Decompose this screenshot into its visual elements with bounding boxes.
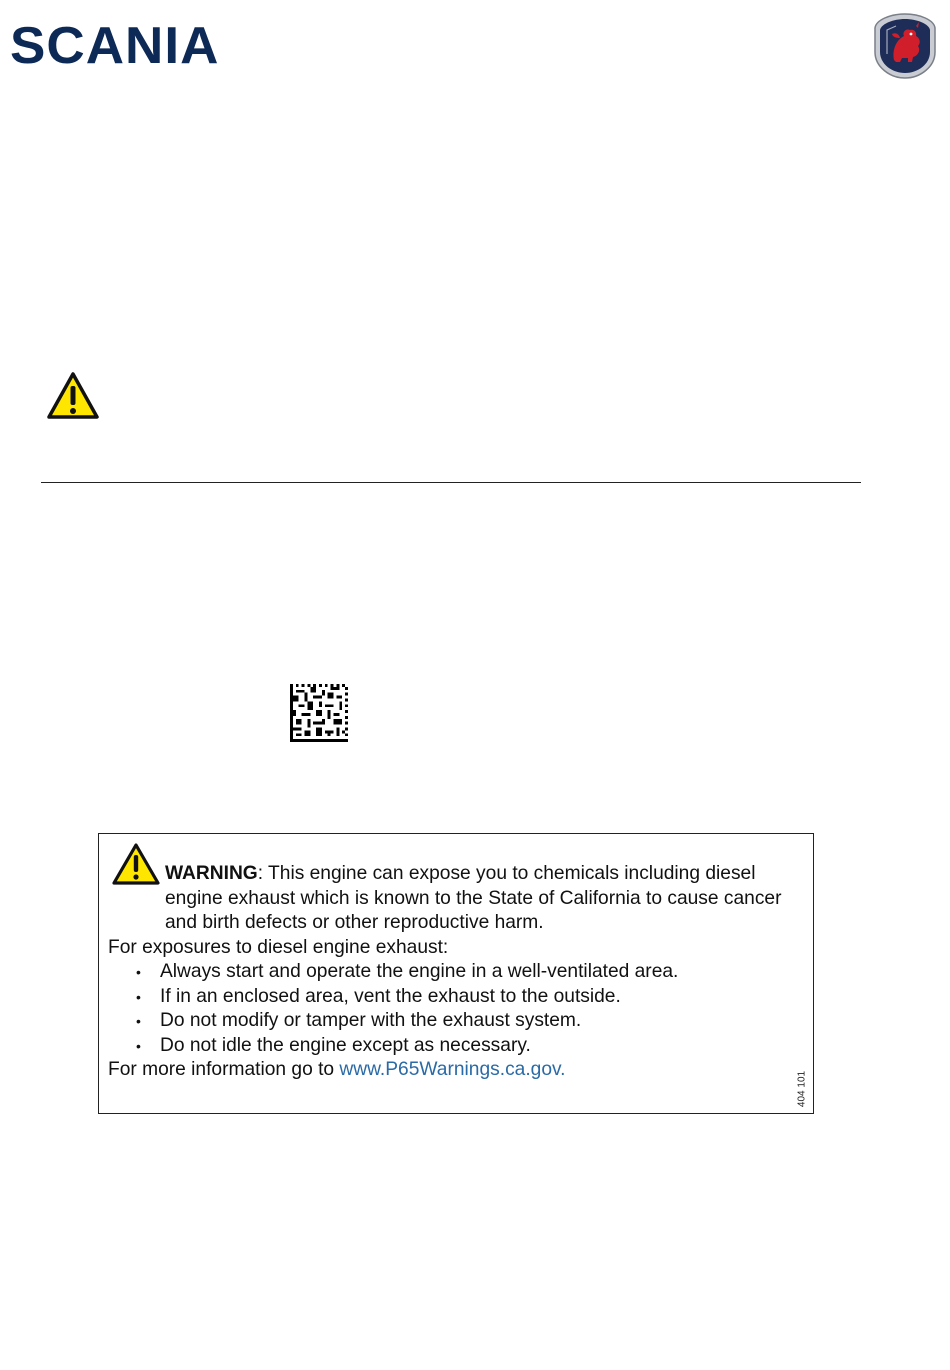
section-divider xyxy=(41,482,861,483)
scania-griffin-crest-icon xyxy=(872,12,938,80)
list-item: • Do not modify or tamper with the exhaust system. xyxy=(136,1009,793,1034)
prop65-warning-label xyxy=(98,833,814,1114)
warning-statement xyxy=(108,862,793,936)
label-code-text: 404 101 xyxy=(796,1070,808,1108)
more-info-prefix: For more information go to xyxy=(108,1059,340,1080)
warning-word: WARNING xyxy=(165,863,258,884)
label-code xyxy=(795,1069,809,1109)
precaution-list xyxy=(108,960,793,1058)
warning-text: : This engine can expose you to chemicals including diesel engine exhaust which is known to the State of California to cause cancer and birth defects or other reproductive harm. xyxy=(165,863,782,933)
label-body xyxy=(108,862,793,1083)
exposures-intro: For exposures to diesel engine exhaust: xyxy=(108,936,449,958)
list-item: • If in an enclosed area, vent the exhaust to the outside. xyxy=(136,985,793,1010)
scania-logo: SCANIA xyxy=(10,17,220,75)
more-info xyxy=(108,1058,793,1083)
warning-triangle-icon xyxy=(46,371,100,421)
p65-warnings-link[interactable]: www.P65Warnings.ca.gov. xyxy=(339,1059,566,1080)
data-matrix-code xyxy=(290,684,348,742)
list-item: • Do not idle the engine except as necessary. xyxy=(136,1034,793,1059)
list-item: • Always start and operate the engine in a well-ventilated area. xyxy=(136,960,793,985)
